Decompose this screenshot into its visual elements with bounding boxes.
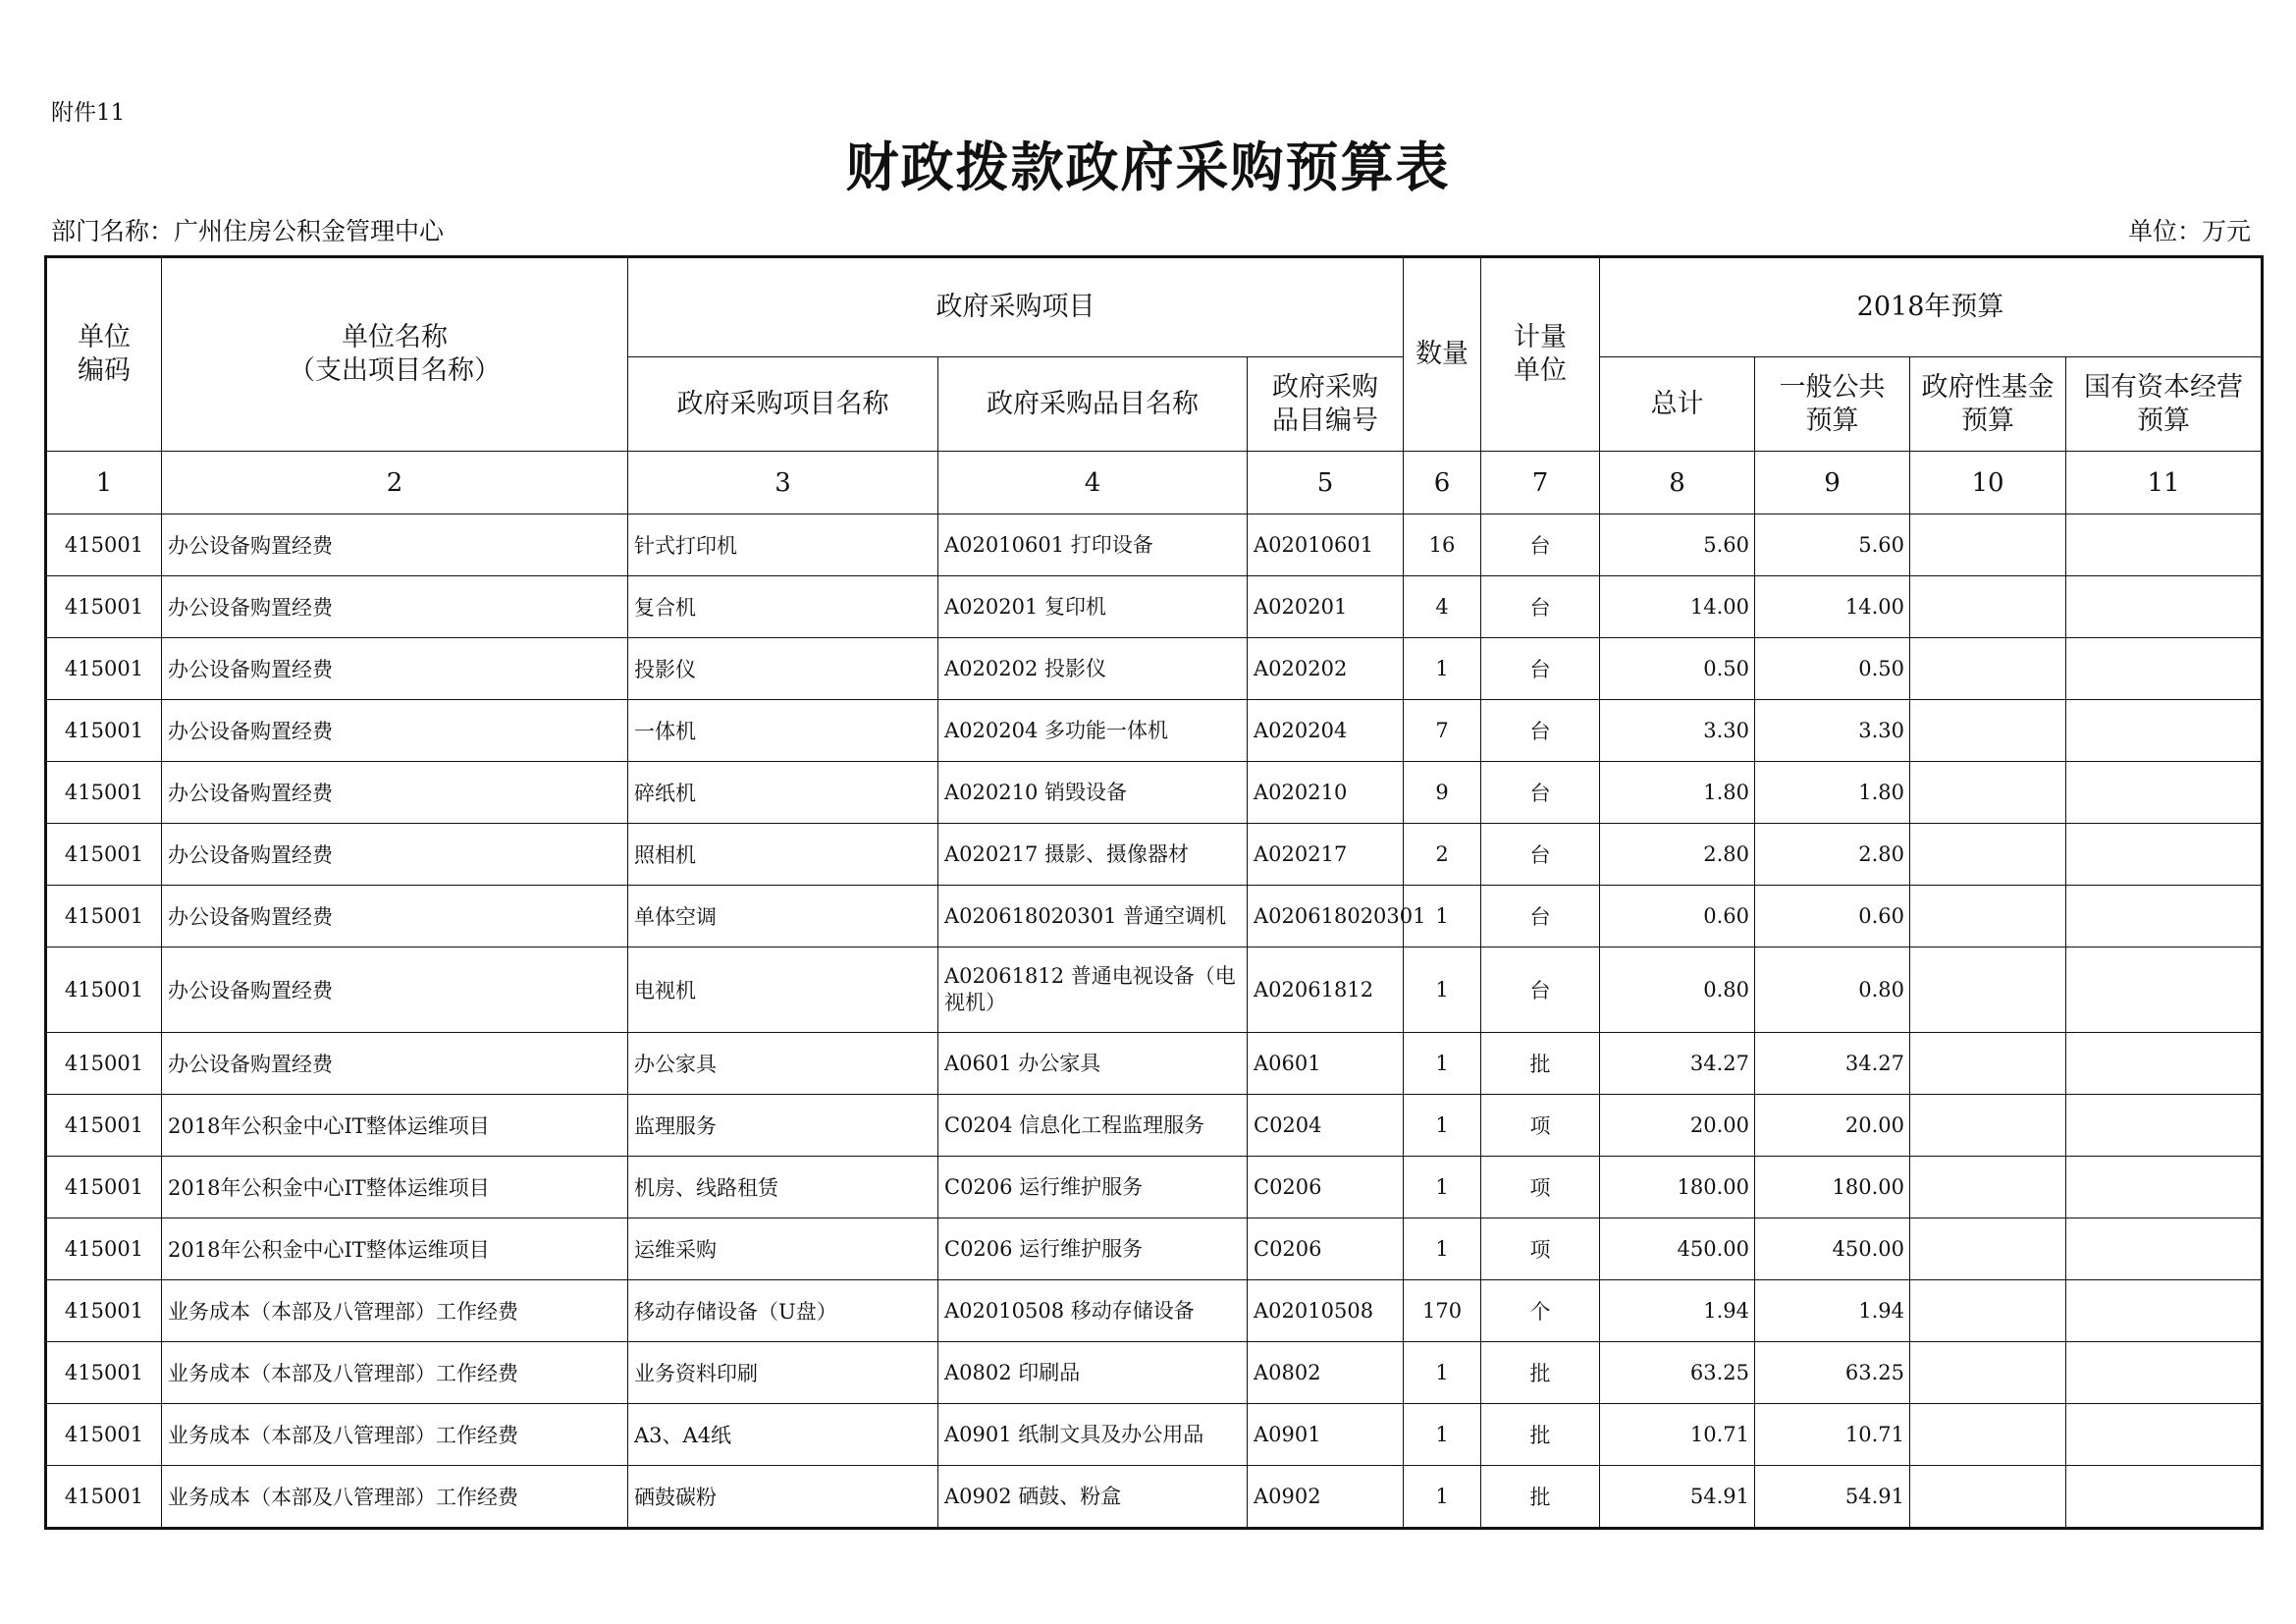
column-number: 1	[46, 452, 162, 514]
header-state-capital-text: 国有资本经营 预算	[2084, 371, 2244, 436]
table-row	[46, 700, 2263, 762]
column-number: 11	[2066, 452, 2263, 514]
project-name-cell: 运维采购	[628, 1218, 938, 1280]
general-public-cell: 10.71	[1755, 1404, 1910, 1466]
gov-fund-cell	[1910, 1095, 2066, 1157]
general-public-cell: 14.00	[1755, 576, 1910, 638]
measure-unit-cell: 台	[1481, 638, 1600, 700]
item-name-cell: A020201 复印机	[938, 576, 1248, 638]
table-row	[46, 1280, 2263, 1342]
header-item-code	[1248, 357, 1404, 452]
header-quantity: 数量	[1404, 257, 1481, 452]
unit-name-cell: 办公设备购置经费	[162, 947, 628, 1033]
project-name-cell: 监理服务	[628, 1095, 938, 1157]
quantity-cell: 1	[1404, 638, 1481, 700]
gov-fund-cell	[1910, 576, 2066, 638]
unit-code-cell: 415001	[46, 1466, 162, 1529]
gov-fund-cell	[1910, 1404, 2066, 1466]
attachment-label: 附件11	[51, 100, 126, 126]
item-name-cell: A0901 纸制文具及办公用品	[938, 1404, 1248, 1466]
header-project-name: 政府采购项目名称	[628, 357, 938, 452]
item-code-cell: A02010601	[1248, 514, 1404, 576]
header-gov-fund-text: 政府性基金 预算	[1921, 371, 2055, 436]
unit-name-cell: 业务成本（本部及八管理部）工作经费	[162, 1404, 628, 1466]
item-code-cell: A020204	[1248, 700, 1404, 762]
measure-unit-cell: 台	[1481, 947, 1600, 1033]
item-code-cell: A02010508	[1248, 1280, 1404, 1342]
column-number: 8	[1600, 452, 1755, 514]
header-total: 总计	[1600, 357, 1755, 452]
state-capital-cell	[2066, 886, 2263, 947]
measure-unit-cell: 台	[1481, 700, 1600, 762]
general-public-cell: 20.00	[1755, 1095, 1910, 1157]
item-code-cell: A020202	[1248, 638, 1404, 700]
quantity-cell: 4	[1404, 576, 1481, 638]
unit-code-cell: 415001	[46, 762, 162, 824]
item-name-cell: A020217 摄影、摄像器材	[938, 824, 1248, 886]
total-cell: 20.00	[1600, 1095, 1755, 1157]
total-cell: 63.25	[1600, 1342, 1755, 1404]
unit-name-cell: 2018年公积金中心IT整体运维项目	[162, 1157, 628, 1218]
gov-fund-cell	[1910, 762, 2066, 824]
item-name-cell: A0802 印刷品	[938, 1342, 1248, 1404]
department-name: 部门名称：广州住房公积金管理中心	[51, 217, 445, 245]
quantity-cell: 16	[1404, 514, 1481, 576]
table-row	[46, 947, 2263, 1033]
gov-fund-cell	[1910, 1157, 2066, 1218]
unit-name-cell: 办公设备购置经费	[162, 514, 628, 576]
state-capital-cell	[2066, 1033, 2263, 1095]
general-public-cell: 1.94	[1755, 1280, 1910, 1342]
unit-name-cell: 业务成本（本部及八管理部）工作经费	[162, 1342, 628, 1404]
unit-code-cell: 415001	[46, 947, 162, 1033]
item-code-cell: A020210	[1248, 762, 1404, 824]
unit-name-cell: 业务成本（本部及八管理部）工作经费	[162, 1280, 628, 1342]
unit-code-cell: 415001	[46, 514, 162, 576]
unit-name-cell: 办公设备购置经费	[162, 1033, 628, 1095]
quantity-cell: 1	[1404, 947, 1481, 1033]
state-capital-cell	[2066, 1157, 2263, 1218]
item-code-cell: A020201	[1248, 576, 1404, 638]
item-name-cell: A0601 办公家具	[938, 1033, 1248, 1095]
unit-code-cell: 415001	[46, 1095, 162, 1157]
item-name-cell: A0902 硒鼓、粉盒	[938, 1466, 1248, 1529]
project-name-cell: 办公家具	[628, 1033, 938, 1095]
measure-unit-cell: 台	[1481, 514, 1600, 576]
gov-fund-cell	[1910, 947, 2066, 1033]
measure-unit-cell: 批	[1481, 1466, 1600, 1529]
quantity-cell: 1	[1404, 1218, 1481, 1280]
item-code-cell: A0901	[1248, 1404, 1404, 1466]
project-name-cell: 硒鼓碳粉	[628, 1466, 938, 1529]
state-capital-cell	[2066, 1095, 2263, 1157]
header-item-code-text: 政府采购 品目编号	[1272, 371, 1378, 436]
state-capital-cell	[2066, 514, 2263, 576]
unit-name-cell: 办公设备购置经费	[162, 762, 628, 824]
measure-unit-cell: 批	[1481, 1033, 1600, 1095]
table-row	[46, 514, 2263, 576]
item-code-cell: C0204	[1248, 1095, 1404, 1157]
total-cell: 0.60	[1600, 886, 1755, 947]
column-number: 6	[1404, 452, 1481, 514]
state-capital-cell	[2066, 1404, 2263, 1466]
column-number: 7	[1481, 452, 1600, 514]
unit-label: 单位：万元	[2127, 217, 2251, 245]
unit-code-cell: 415001	[46, 1280, 162, 1342]
unit-code-cell: 415001	[46, 576, 162, 638]
unit-code-cell: 415001	[46, 1033, 162, 1095]
total-cell: 10.71	[1600, 1404, 1755, 1466]
measure-unit-cell: 批	[1481, 1342, 1600, 1404]
state-capital-cell	[2066, 576, 2263, 638]
header-procurement-project: 政府采购项目	[628, 257, 1404, 357]
state-capital-cell	[2066, 824, 2263, 886]
gov-fund-cell	[1910, 1218, 2066, 1280]
column-number: 5	[1248, 452, 1404, 514]
column-number: 3	[628, 452, 938, 514]
quantity-cell: 9	[1404, 762, 1481, 824]
item-code-cell: C0206	[1248, 1157, 1404, 1218]
total-cell: 0.80	[1600, 947, 1755, 1033]
general-public-cell: 3.30	[1755, 700, 1910, 762]
state-capital-cell	[2066, 762, 2263, 824]
gov-fund-cell	[1910, 1033, 2066, 1095]
table-row	[46, 1342, 2263, 1404]
measure-unit-cell: 台	[1481, 576, 1600, 638]
table-row	[46, 638, 2263, 700]
quantity-cell: 1	[1404, 1033, 1481, 1095]
unit-code-cell: 415001	[46, 1218, 162, 1280]
quantity-cell: 1	[1404, 1095, 1481, 1157]
project-name-cell: 复合机	[628, 576, 938, 638]
header-state-capital	[2066, 357, 2263, 452]
project-name-cell: 电视机	[628, 947, 938, 1033]
procurement-budget-table	[44, 255, 2264, 1530]
item-code-cell: C0206	[1248, 1218, 1404, 1280]
table-row	[46, 762, 2263, 824]
item-code-cell: A020217	[1248, 824, 1404, 886]
total-cell: 180.00	[1600, 1157, 1755, 1218]
unit-code-cell: 415001	[46, 638, 162, 700]
item-name-cell: A020202 投影仪	[938, 638, 1248, 700]
quantity-cell: 2	[1404, 824, 1481, 886]
general-public-cell: 5.60	[1755, 514, 1910, 576]
item-name-cell: C0204 信息化工程监理服务	[938, 1095, 1248, 1157]
total-cell: 0.50	[1600, 638, 1755, 700]
unit-name-cell: 2018年公积金中心IT整体运维项目	[162, 1218, 628, 1280]
item-code-cell: A0601	[1248, 1033, 1404, 1095]
project-name-cell: 投影仪	[628, 638, 938, 700]
state-capital-cell	[2066, 1466, 2263, 1529]
project-name-cell: 机房、线路租赁	[628, 1157, 938, 1218]
unit-name-cell: 2018年公积金中心IT整体运维项目	[162, 1095, 628, 1157]
total-cell: 2.80	[1600, 824, 1755, 886]
table-row	[46, 886, 2263, 947]
measure-unit-cell: 批	[1481, 1404, 1600, 1466]
column-number: 4	[938, 452, 1248, 514]
measure-unit-cell: 台	[1481, 886, 1600, 947]
gov-fund-cell	[1910, 886, 2066, 947]
gov-fund-cell	[1910, 514, 2066, 576]
gov-fund-cell	[1910, 1466, 2066, 1529]
header-general-public-text: 一般公共 预算	[1779, 371, 1886, 436]
item-name-cell: A020618020301 普通空调机	[938, 886, 1248, 947]
item-name-cell: A02010601 打印设备	[938, 514, 1248, 576]
quantity-cell: 1	[1404, 1466, 1481, 1529]
general-public-cell: 180.00	[1755, 1157, 1910, 1218]
header-gov-fund	[1910, 357, 2066, 452]
unit-code-cell: 415001	[46, 1342, 162, 1404]
header-unit-code-text: 单位 编码	[78, 322, 131, 386]
table-row	[46, 576, 2263, 638]
item-name-cell: A02010508 移动存储设备	[938, 1280, 1248, 1342]
gov-fund-cell	[1910, 1342, 2066, 1404]
total-cell: 34.27	[1600, 1033, 1755, 1095]
general-public-cell: 1.80	[1755, 762, 1910, 824]
quantity-cell: 7	[1404, 700, 1481, 762]
project-name-cell: 一体机	[628, 700, 938, 762]
unit-code-cell: 415001	[46, 886, 162, 947]
quantity-cell: 170	[1404, 1280, 1481, 1342]
unit-name-cell: 办公设备购置经费	[162, 700, 628, 762]
general-public-cell: 54.91	[1755, 1466, 1910, 1529]
header-unit-name-text: 单位名称 （支出项目名称）	[289, 322, 501, 386]
general-public-cell: 2.80	[1755, 824, 1910, 886]
column-number: 10	[1910, 452, 2066, 514]
table-row	[46, 824, 2263, 886]
item-name-cell: C0206 运行维护服务	[938, 1218, 1248, 1280]
general-public-cell: 63.25	[1755, 1342, 1910, 1404]
general-public-cell: 450.00	[1755, 1218, 1910, 1280]
project-name-cell: A3、A4纸	[628, 1404, 938, 1466]
table-row	[46, 1095, 2263, 1157]
page-title: 财政拨款政府采购预算表	[845, 135, 1451, 198]
unit-code-cell: 415001	[46, 1157, 162, 1218]
unit-name-cell: 办公设备购置经费	[162, 576, 628, 638]
header-budget-2018: 2018年预算	[1600, 257, 2263, 357]
table-row	[46, 1033, 2263, 1095]
gov-fund-cell	[1910, 1280, 2066, 1342]
unit-name-cell: 业务成本（本部及八管理部）工作经费	[162, 1466, 628, 1529]
column-number: 9	[1755, 452, 1910, 514]
total-cell: 1.80	[1600, 762, 1755, 824]
unit-name-cell: 办公设备购置经费	[162, 824, 628, 886]
table-row	[46, 1218, 2263, 1280]
item-code-cell: A0802	[1248, 1342, 1404, 1404]
total-cell: 1.94	[1600, 1280, 1755, 1342]
general-public-cell: 0.60	[1755, 886, 1910, 947]
measure-unit-cell: 项	[1481, 1157, 1600, 1218]
unit-code-cell: 415001	[46, 824, 162, 886]
total-cell: 3.30	[1600, 700, 1755, 762]
item-name-cell: A020204 多功能一体机	[938, 700, 1248, 762]
unit-name-cell: 办公设备购置经费	[162, 886, 628, 947]
state-capital-cell	[2066, 700, 2263, 762]
quantity-cell: 1	[1404, 1157, 1481, 1218]
item-code-cell: A020618020301	[1248, 886, 1404, 947]
total-cell: 5.60	[1600, 514, 1755, 576]
general-public-cell: 34.27	[1755, 1033, 1910, 1095]
state-capital-cell	[2066, 638, 2263, 700]
state-capital-cell	[2066, 1280, 2263, 1342]
unit-code-cell: 415001	[46, 700, 162, 762]
state-capital-cell	[2066, 1218, 2263, 1280]
header-unit-name	[162, 257, 628, 452]
item-name-cell: A020210 销毁设备	[938, 762, 1248, 824]
quantity-cell: 1	[1404, 1404, 1481, 1466]
gov-fund-cell	[1910, 700, 2066, 762]
quantity-cell: 1	[1404, 886, 1481, 947]
project-name-cell: 针式打印机	[628, 514, 938, 576]
measure-unit-cell: 台	[1481, 762, 1600, 824]
project-name-cell: 碎纸机	[628, 762, 938, 824]
item-code-cell: A0902	[1248, 1466, 1404, 1529]
header-measure-unit-text: 计量 单位	[1514, 322, 1568, 386]
state-capital-cell	[2066, 947, 2263, 1033]
unit-name-cell: 办公设备购置经费	[162, 638, 628, 700]
project-name-cell: 单体空调	[628, 886, 938, 947]
project-name-cell: 照相机	[628, 824, 938, 886]
project-name-cell: 业务资料印刷	[628, 1342, 938, 1404]
total-cell: 54.91	[1600, 1466, 1755, 1529]
general-public-cell: 0.50	[1755, 638, 1910, 700]
unit-code-cell: 415001	[46, 1404, 162, 1466]
item-name-cell: C0206 运行维护服务	[938, 1157, 1248, 1218]
table-row	[46, 1404, 2263, 1466]
measure-unit-cell: 项	[1481, 1095, 1600, 1157]
table-row	[46, 1466, 2263, 1529]
item-code-cell: A02061812	[1248, 947, 1404, 1033]
measure-unit-cell: 台	[1481, 824, 1600, 886]
general-public-cell: 0.80	[1755, 947, 1910, 1033]
column-number: 2	[162, 452, 628, 514]
total-cell: 450.00	[1600, 1218, 1755, 1280]
state-capital-cell	[2066, 1342, 2263, 1404]
table-row	[46, 1157, 2263, 1218]
project-name-cell: 移动存储设备（U盘）	[628, 1280, 938, 1342]
gov-fund-cell	[1910, 638, 2066, 700]
item-name-cell: A02061812 普通电视设备（电视机）	[938, 947, 1248, 1033]
header-measure-unit	[1481, 257, 1600, 452]
header-general-public	[1755, 357, 1910, 452]
column-number-row	[46, 452, 2263, 514]
measure-unit-cell: 个	[1481, 1280, 1600, 1342]
total-cell: 14.00	[1600, 576, 1755, 638]
measure-unit-cell: 项	[1481, 1218, 1600, 1280]
quantity-cell: 1	[1404, 1342, 1481, 1404]
header-unit-code	[46, 257, 162, 452]
header-item-name: 政府采购品目名称	[938, 357, 1248, 452]
gov-fund-cell	[1910, 824, 2066, 886]
